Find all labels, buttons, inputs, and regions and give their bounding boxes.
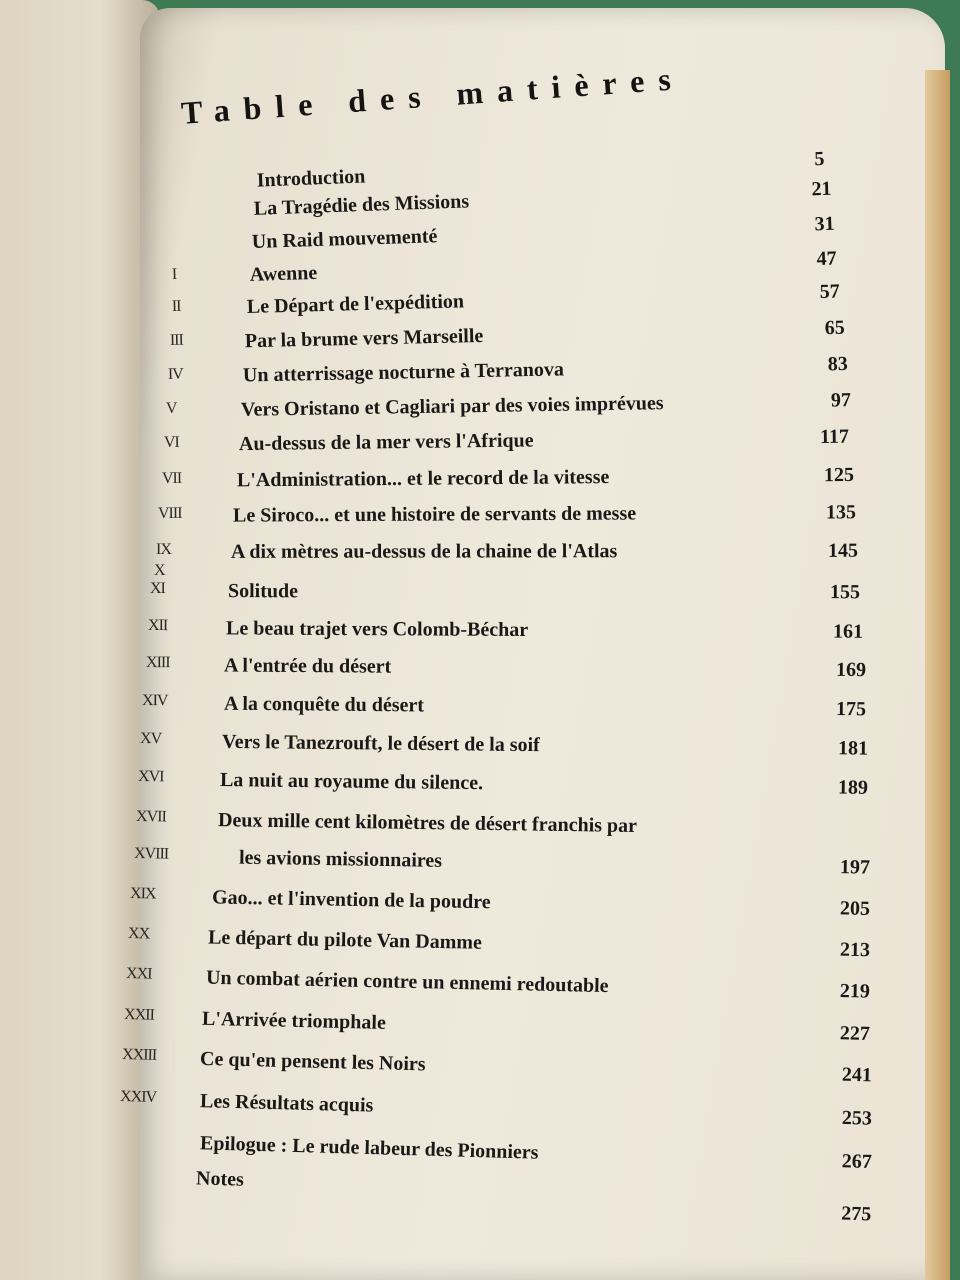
page-number: 155 bbox=[829, 581, 861, 604]
chapter-number: IV bbox=[167, 365, 183, 383]
page-number: 21 bbox=[811, 177, 832, 201]
page-number: 65 bbox=[824, 316, 845, 340]
page-number: 175 bbox=[835, 698, 867, 721]
chapter-number: XXIII bbox=[121, 1046, 157, 1064]
page-number: 97 bbox=[830, 389, 852, 412]
chapter-title: Notes bbox=[195, 1167, 245, 1191]
chapter-number: XII bbox=[147, 617, 168, 635]
page-number: 5 bbox=[813, 147, 825, 171]
toc-entry bbox=[167, 352, 849, 396]
page-number: 125 bbox=[823, 463, 855, 487]
chapter-title: Le Départ de l'expédition bbox=[246, 290, 465, 319]
page-number: 169 bbox=[835, 658, 867, 682]
toc-entry bbox=[125, 965, 871, 1003]
chapter-title: Le Siroco... et une histoire de servants de messe bbox=[232, 502, 637, 527]
chapter-number: VI bbox=[163, 433, 179, 451]
chapter-title: A l'entrée du désert bbox=[223, 654, 392, 678]
page-number: 189 bbox=[837, 776, 869, 799]
chapter-number: X bbox=[154, 562, 165, 579]
chapter-number bbox=[116, 1165, 176, 1167]
chapter-number: XX bbox=[127, 925, 150, 943]
chapter-number: III bbox=[169, 331, 184, 349]
page-number: 267 bbox=[841, 1150, 873, 1174]
toc-entry bbox=[127, 925, 871, 962]
toc-entry bbox=[121, 1046, 873, 1087]
chapter-number bbox=[191, 198, 251, 200]
chapter-number: VII bbox=[161, 469, 182, 487]
toc-entry bbox=[169, 316, 845, 362]
page-number bbox=[798, 817, 868, 818]
chapter-title: Un atterrissage nocturne à Terranova bbox=[242, 358, 565, 387]
chapter-number: XXII bbox=[123, 1006, 155, 1024]
chapter-number: V bbox=[165, 399, 177, 417]
chapter-title: Vers le Tanezrouft, le désert de la soif bbox=[221, 730, 540, 757]
chapter-title: La nuit au royaume du silence. bbox=[219, 769, 484, 795]
chapter-number: XVIII bbox=[133, 845, 169, 863]
toc-entry bbox=[119, 1088, 873, 1130]
page-number: 275 bbox=[840, 1202, 872, 1226]
chapter-title: Introduction bbox=[256, 165, 366, 192]
chapter-title: Awenne bbox=[249, 261, 318, 286]
chapter-number: XI bbox=[149, 580, 165, 598]
page-number: 213 bbox=[839, 938, 871, 962]
chapter-title: Un Raid mouvementé bbox=[251, 225, 438, 254]
chapter-number: XV bbox=[139, 730, 162, 748]
chapter-number: XVI bbox=[137, 768, 164, 786]
chapter-number: XXIV bbox=[119, 1088, 157, 1106]
page-number: 253 bbox=[841, 1106, 873, 1130]
page-number: 145 bbox=[827, 539, 859, 562]
chapter-title: L'Arrivée triomphale bbox=[201, 1007, 387, 1034]
chapter-title: Epilogue : Le rude labeur des Pionniers bbox=[199, 1132, 539, 1164]
chapter-title: Les Résultats acquis bbox=[199, 1090, 374, 1117]
toc-entry bbox=[116, 1165, 872, 1226]
chapter-title: Le beau trajet vers Colomb-Béchar bbox=[225, 617, 529, 641]
chapter-title: Un combat aérien contre un ennemi redoutable bbox=[205, 966, 609, 998]
page-number: 57 bbox=[819, 280, 840, 304]
chapter-title: les avions missionnaires bbox=[238, 846, 443, 872]
chapter-title: Solitude bbox=[227, 580, 299, 603]
page-number: 161 bbox=[832, 620, 864, 643]
page-number: 197 bbox=[839, 856, 871, 879]
page-number: 47 bbox=[816, 247, 837, 270]
chapter-number bbox=[194, 170, 254, 172]
page-number: 31 bbox=[814, 212, 835, 236]
chapter-number: I bbox=[171, 265, 177, 283]
page-number: 117 bbox=[819, 425, 850, 448]
page-number: 205 bbox=[839, 897, 871, 920]
chapter-title: Le départ du pilote Van Damme bbox=[207, 926, 483, 954]
page-number: 227 bbox=[839, 1022, 871, 1045]
chapter-title: Deux mille cent kilomètres de désert franchis par bbox=[217, 809, 638, 837]
chapter-number bbox=[190, 231, 250, 233]
chapter-number: XIII bbox=[145, 654, 170, 672]
chapter-number bbox=[118, 1130, 178, 1132]
toc-entry bbox=[171, 280, 840, 328]
chapter-title: Gao... et l'invention de la poudre bbox=[211, 886, 491, 914]
chapter-title: Vers Oristano et Cagliari par des voies imprévues bbox=[240, 392, 664, 421]
chapter-number: XIX bbox=[129, 885, 156, 903]
toc-entry bbox=[123, 1006, 871, 1045]
page-number: 241 bbox=[841, 1063, 873, 1087]
page-number: 181 bbox=[837, 737, 869, 760]
chapter-title: La Tragédie des Missions bbox=[253, 190, 470, 220]
page-number: 83 bbox=[827, 352, 849, 376]
chapter-title: A dix mètres au-dessus de la chaine de l'Atlas bbox=[230, 540, 618, 563]
chapter-number: IX bbox=[155, 540, 171, 558]
toc-entry bbox=[118, 1130, 873, 1174]
chapter-title: A la conquête du désert bbox=[223, 692, 425, 717]
chapter-title: L'Administration... et le record de la vitesse bbox=[236, 466, 610, 492]
chapter-number: II bbox=[171, 297, 181, 315]
chapter-title: Au-dessus de la mer vers l'Afrique bbox=[238, 429, 534, 456]
toc-entry bbox=[129, 885, 871, 920]
chapter-title: Ce qu'en pensent les Noirs bbox=[199, 1047, 426, 1076]
chapter-number: VIII bbox=[157, 504, 182, 522]
page-title: Table des matières bbox=[180, 59, 686, 131]
chapter-number: XIV bbox=[141, 692, 168, 710]
page-number: 219 bbox=[839, 979, 871, 1003]
chapter-title: Par la brume vers Marseille bbox=[244, 324, 484, 353]
page-number: 135 bbox=[825, 501, 857, 524]
chapter-number: XVII bbox=[135, 808, 166, 826]
chapter-number: XXI bbox=[125, 965, 152, 983]
